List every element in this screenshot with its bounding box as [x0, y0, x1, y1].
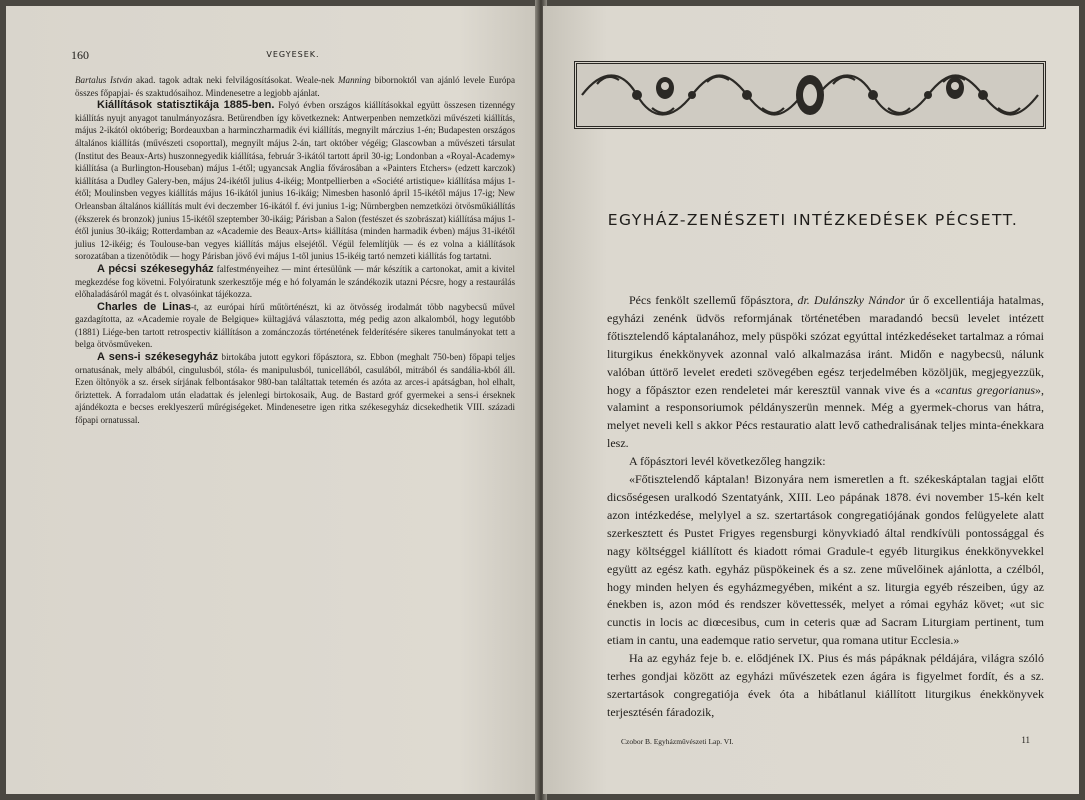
running-head: VEGYESEK.	[266, 50, 320, 59]
paragraph-linas	[75, 301, 515, 351]
left-page-header	[71, 48, 515, 64]
heading-pecs-cathedral: A pécsi székesegyház	[97, 262, 214, 275]
page-number: 160	[71, 48, 89, 62]
ornament-scroll-icon	[577, 64, 1043, 126]
right-page	[543, 6, 1079, 794]
ornamental-headpiece	[574, 61, 1046, 129]
signature-number: 11	[1021, 735, 1030, 745]
signature-line: Czobor B. Egyházművészeti Lap. VI.	[621, 737, 734, 746]
paragraph-pecs-cathedral	[75, 263, 515, 301]
paragraph-exhibitions	[75, 99, 515, 263]
heading-exhibitions: Kiállítások statisztikája 1885-ben.	[97, 99, 275, 112]
name-manning: Manning	[337, 75, 371, 85]
text-fragment: úr ő excellentiája hatalmas, egyházi zenénk üdvös reformjának történetében maradandó becsü levelet intézett főtisztelendő káptalanához, mely püspöki szózat egyúttal intézkedéseket tartalmaz a római liturgikus énekkönyvek azonnal való alkalmazása iránt. Midőn e nagybecsü, nálunk valóban úttörő levelet eredeti szövegében egész terjedelmében közöljük, megjegyezzük, hogy a főpásztor ezen rendeletei már keresztül vannak vive és a «	[607, 293, 1044, 397]
text-fragment: bibornoktól van ajánló levele Európa összes főpapjai- és szaktudósaihoz. Mindenesetre a legjobb ajánlat.	[75, 75, 516, 98]
right-page-body	[607, 292, 1044, 722]
heading-linas: Charles de Linas	[97, 300, 191, 313]
paragraph-letter-continued: Ha az egyház feje b. e. elődjének IX. Pius és más pápáknak példájára, világra szóló terhes gondjai között az egyházi művészetek ezen ágára is figyelmet fordít, és a sz. szertartások congregatiója évek óta a hibátlanul kiállított liturgikus énekkönyvek terjesztésén fáradozik,	[607, 651, 1044, 719]
heading-sens-cathedral: A sens-i székesegyház	[97, 351, 219, 364]
left-page-body	[75, 74, 515, 427]
right-page-footer	[607, 735, 1044, 749]
paragraph-sens-cathedral	[75, 351, 515, 427]
paragraph-letter: «Főtisztelendő káptalan! Bizonyára nem ismeretlen a ft. székeskáptalan tagjai előtt dicsőségesen uralkodó Szentatyánk, XIII. Leo pápának 1878. évi november 15-kén kelt azon intézkedése, melylyel a sz. szertartások congregatiójának gondos felügyelete alatt szerkesztett és Pustet Frigyes regensburgi könyvkiadó által rendkívüli pontossággal és nagy költséggel kiállított és kiadott római Gradule-t egyéb liturgikus énekkönyvekkel együtt az egész kath. egyház püspökeinek és a sz. zene művelőinek ajánlotta, a czélból, hogy minden helyen és egyházmegyében, miként a sz. liturgia egyéb részeiben, úgy az énekben is, azon mód és rendszer követtessék, melyet a római egyház követ; «ut sic cunctis in locis ac diœcesibus, cum in ceteris quæ ad Sacram Liturgiam pertinent, tum etiam in cantu, una eademque ratio servetur, qua romana utitur Ecclesia.»	[607, 472, 1044, 648]
text-linas: -t, az európai hírű műtörténészt, ki az ötvösség irodalmát több nagybecsű művel gazdagította, az «Academie royale de Belgique» kültagjává választotta, még pedig azon alkalomból, hogy legutóbb (1881) Liége-ben tartott retrospectiv kiállításon a zománczozás történetének felderítésére sikeres tanulmányokat tett a belga ötvösműveken.	[75, 301, 515, 350]
text-fragment: akad. tagok adtak neki felvilágosításokat. Weale-nek	[132, 75, 338, 85]
paragraph-bartalus	[75, 74, 515, 99]
paragraph-letter-intro: A főpásztori levél következőleg hangzik:	[629, 454, 826, 469]
name-bartalus: Bartalus István	[75, 75, 133, 85]
text-pecs-cathedral: falfestményeihez — mint értesülünk — már készítik a cartonokat, amit a kivitel megkezdése fog követni. Folyóiratunk szerkesztője még e hó folyamán le szándékozik utazni Pécsre, hogy a restaurálás előhaladásáról magát és t. olvasóinkat tájékozza.	[75, 263, 515, 300]
left-page	[6, 6, 539, 794]
text-fragment: Pécs fenkölt szellemű főpásztora,	[629, 293, 798, 307]
term-cantus-gregorianus: cantus gregorianus	[940, 382, 1036, 397]
text-sens-cathedral: birtokába jutott egykori főpásztora, sz. Ebbon (meghalt 750-ben) főpapi teljes ornatusának, mely albából, cingulusból, stóla- és manipulusból, tunicellából, casulából, mitrából és sandália-kból áll. Ezen öltönyök a sz. érsek sírjának felbontásakor 980-ban találtattak tetemén és azóta az arces-i apátságban, hol elhalt, őriztettek. A forradalom után eladattak és jelenlegi birtokosaik, Aug. de Bastard gróf gyermekei a sens-i érseknek ajándékozta e becses ereklyeszerű műrégiségeket. Mindenesetre igen ritka székesegyház dicsekedhetik VIII. századi főpapi ornatussal.	[75, 352, 515, 426]
paragraph-intro	[607, 292, 1044, 453]
article-title: EGYHÁZ-ZENÉSZETI INTÉZKEDÉSEK PÉCSETT.	[607, 211, 1019, 229]
name-dulanszky: dr. Dulánszky Nándor	[797, 293, 905, 307]
text-fragment: », valamint a responsoriumok példányszerün mennek. Még a gyermek-chorus van hátra, melyet neveli kell s akkor Pécs restauratio alatt levő cathedralisának teljes minta-énekkara lesz.	[607, 382, 1045, 451]
text-exhibitions: Folyó évben országos kiállításokkal együtt összesen tizennégy kiállítás nyujt anyagot tanulmányozásra. Betürendben így következnek: Antwerpenben nemzetközi művészeti kiállítás, május 2-ikától októberig; Bordeauxban a harminczharmadik évi kiállítás, megnyilt márczius 1-én; Budapesten országos általános kiállítás (művészeti csoporttal), megnyilt május 2-án, tart október végéig; Glascowban a művészeti társulat (Institut des Beaux-Arts) huszonnegyedik kiállítása, február 3-ikától tartott ápril 30-ig; Londonban a «Royal-Academy» kiállítása (a Burlington-Houseban) május 1-étől; ugyancsak Anglia fővárosában a «Painters Etchers» (edzett karczok) kiállítása a Dudley Galery-ben, május 24-ikétől julius 4-ikéig; Montpellierben a «Société artistique» kiállítása május 1-étől; Moulinsben vegyes kiállítás május 16-ikától junius 16-ikáig; Nimesben hasonló ápril 15-ikétől május 17-ig; New Orleansban általános kiállítás mult évi deczember 16-ikától f. évi junius 1-ig; Nürnbergben nemzetközi ötvösműkiállítás (ékszerek és bronzok) junius 15-ikétől szeptember 30-ikáig; Párisban a Salon (festészet és szobrászat) kiállítása május 1-étől junius 30-ikáig; Rotterdamban az «Academie des Beaux-Arts» kiállítása (minden harmadik évben) május 31-ikétől julius 12-ikéig; és Toulouse-ban vegyes kiállítás május elsejétől. Végül felemlítjük — és ez volna a kiállítások sorozatában a tizenötödik — hogy Párisban jövő évi május 1-től junius 15-ikéig tartó nemzeti kiállítás fog tartatni.	[75, 100, 515, 262]
